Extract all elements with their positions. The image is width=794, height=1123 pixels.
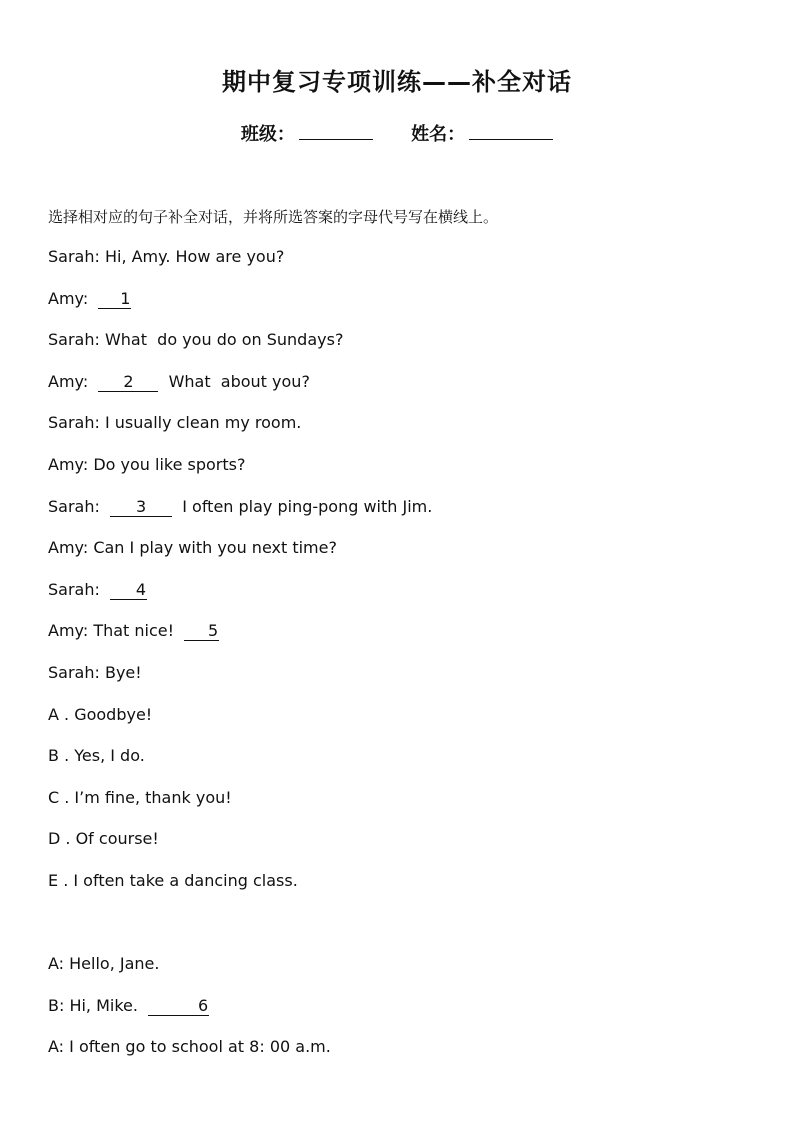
option-a: A . Goodbye! <box>48 705 153 724</box>
dialogue-line <box>48 372 310 392</box>
dialogue-text: I often play ping-pong with Jim. <box>172 497 433 516</box>
speaker-text: Amy: That nice! <box>48 621 185 640</box>
dialogue-line: Sarah: Bye! <box>48 663 142 682</box>
speaker-text: Sarah: <box>48 580 111 599</box>
speaker-text: Amy: <box>48 372 99 391</box>
name-field <box>411 120 553 146</box>
answer-blank-2[interactable]: 2 <box>98 373 158 392</box>
dialogue-line <box>48 497 432 517</box>
class-blank[interactable] <box>299 121 373 140</box>
page-title: 期中复习专项训练——补全对话 <box>222 68 572 96</box>
answer-blank-5[interactable]: 5 <box>184 622 219 641</box>
student-info <box>0 120 794 146</box>
dialogue-line <box>48 996 209 1016</box>
dialogue-line: A: I often go to school at 8: 00 a.m. <box>48 1037 331 1056</box>
dialogue-line: Sarah: Hi, Amy. How are you? <box>48 247 285 266</box>
speaker-text: B: Hi, Mike. <box>48 996 149 1015</box>
answer-blank-3[interactable]: 3 <box>110 498 172 517</box>
dialogue-line: Sarah: I usually clean my room. <box>48 413 302 432</box>
dialogue-text: What about you? <box>158 372 310 391</box>
name-label: 姓名： <box>411 124 466 145</box>
option-d: D . Of course! <box>48 829 159 848</box>
option-b: B . Yes, I do. <box>48 746 145 765</box>
dialogue-line <box>48 580 147 600</box>
dialogue-line: Sarah: What do you do on Sundays? <box>48 330 344 349</box>
speaker-text: Sarah: <box>48 497 111 516</box>
answer-blank-1[interactable]: 1 <box>98 290 131 309</box>
name-blank[interactable] <box>469 121 553 140</box>
option-c: C . I’m fine, thank you! <box>48 788 232 807</box>
class-label: 班级： <box>240 124 295 145</box>
speaker-text: Amy: <box>48 289 99 308</box>
answer-blank-6[interactable]: 6 <box>148 997 209 1016</box>
dialogue-line <box>48 621 219 641</box>
dialogue-line: A: Hello, Jane. <box>48 954 160 973</box>
answer-blank-4[interactable]: 4 <box>110 581 147 600</box>
option-e: E . I often take a dancing class. <box>48 871 298 890</box>
dialogue-line: Amy: Do you like sports? <box>48 455 246 474</box>
class-field <box>241 120 373 146</box>
dialogue-line: Amy: Can I play with you next time? <box>48 538 337 557</box>
instruction: 选择相对应的句子补全对话，并将所选答案的字母代号写在横线上。 <box>48 208 499 226</box>
dialogue-line <box>48 289 131 309</box>
